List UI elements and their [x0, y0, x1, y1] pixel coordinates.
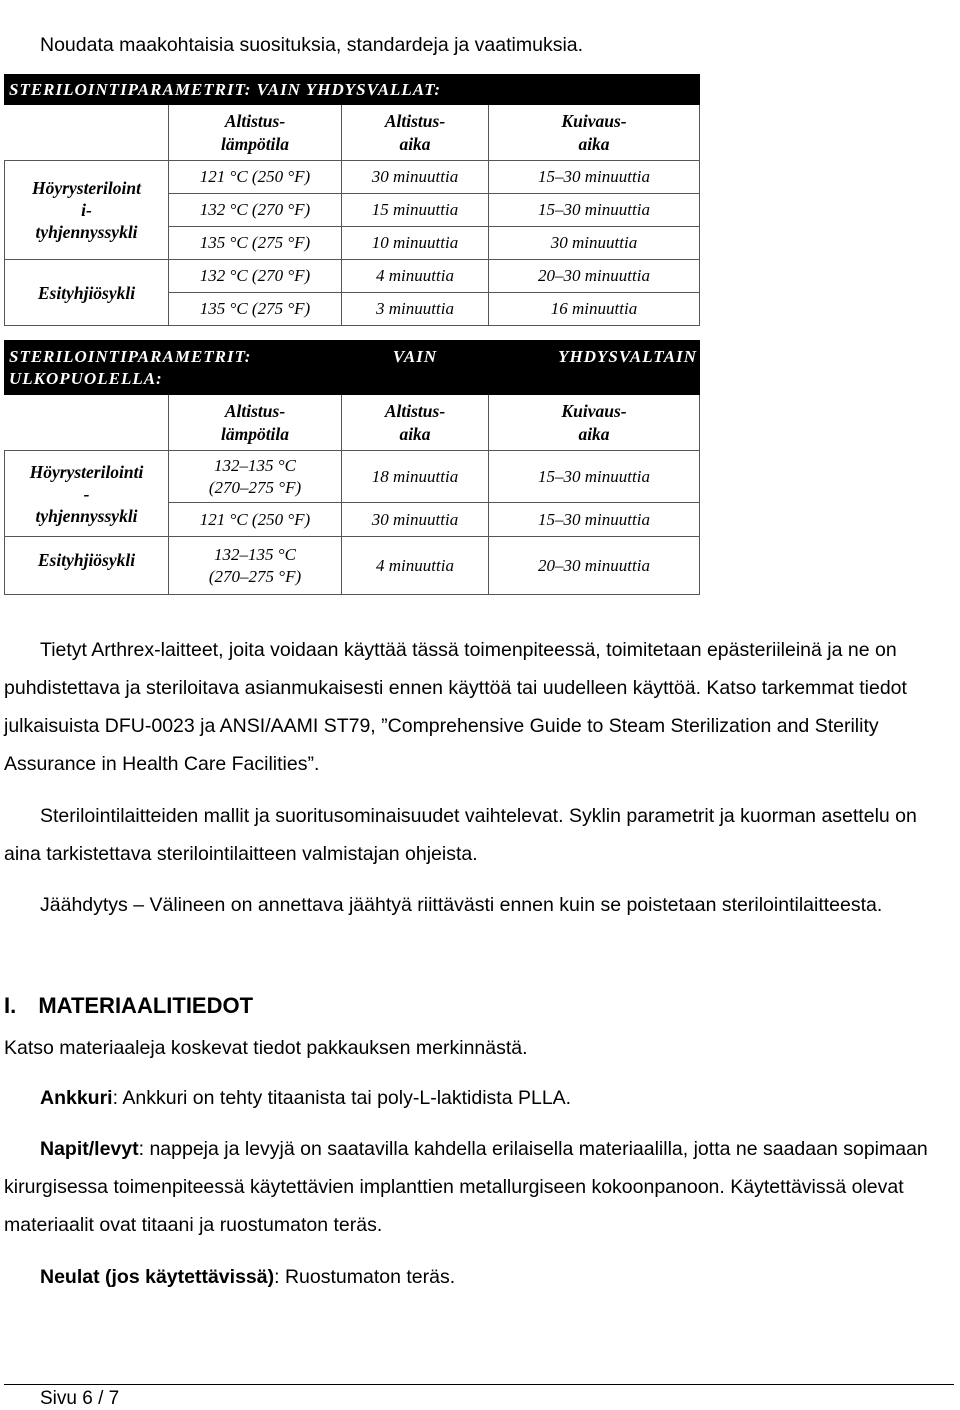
table-cell: 132–135 °C (270–275 °F) — [169, 537, 342, 595]
table-cell: 4 minuuttia — [342, 537, 489, 595]
anchor-text: : Ankkuri on tehty titaanista tai poly-L-laktidista PLLA. — [112, 1087, 572, 1109]
header-exposure-time: Altistus- aika — [342, 395, 489, 451]
table-banner-left: STERILOINTIPARAMETRIT: ULKOPUOLELLA: — [5, 341, 342, 395]
paragraph-sterilizer-models: Sterilointilaitteiden mallit ja suoritusominaisuudet vaihtelevat. Syklin parametrit ja kuorman asettelu on aina tarkistettava sterilointilaitteen valmistajan ohjeista. — [4, 805, 917, 865]
row-label-gravity-cycle: Höyrysterilointi - tyhjennyssykli — [5, 451, 169, 537]
paragraph-material-info: Katso materiaaleja koskevat tiedot pakkauksen merkinnästä. — [4, 1037, 528, 1059]
table-banner-right: YHDYSVALTAIN — [489, 341, 700, 395]
buttons-text: : nappeja ja levyjä on saatavilla kahdella erilaisella materiaalilla, jotta ne saadaan sopimaan kirurgisessa toimenpiteessä käytettävien implanttien metallurgiseen kokoonpanoon. Käytettävissä olevat materiaalit ovat titaani ja ruostumaton teräs. — [4, 1138, 928, 1236]
paragraph-buttons-plates — [4, 1130, 952, 1244]
table-cell: 30 minuuttia — [342, 503, 489, 537]
section-title: MATERIAALITIEDOT — [38, 993, 254, 1018]
row-label-gravity-cycle: Höyrysteriloint i- tyhjennyssykli — [5, 161, 169, 260]
table-cell: 30 minuuttia — [489, 227, 700, 260]
sterilization-table-us — [4, 74, 700, 326]
paragraph-cooling: Jäähdytys – Välineen on annettava jäähtyä riittävästi ennen kuin se poistetaan sterilointilaitteesta. — [40, 894, 883, 916]
table-cell: 132 °C (270 °F) — [169, 260, 342, 293]
table-cell: 15–30 minuuttia — [489, 194, 700, 227]
table-cell: 15–30 minuuttia — [489, 451, 700, 503]
paragraph-needles — [4, 1258, 952, 1296]
table-cell: 121 °C (250 °F) — [169, 161, 342, 194]
section-number: I. — [4, 993, 17, 1018]
header-exposure-time: Altistus- aika — [342, 105, 489, 161]
table-banner: STERILOINTIPARAMETRIT: VAIN YHDYSVALLAT: — [5, 75, 700, 105]
table-cell: 121 °C (250 °F) — [169, 503, 342, 537]
header-exposure-temp: Altistus- lämpötila — [169, 105, 342, 161]
paragraph-non-sterile-devices: Tietyt Arthrex-laitteet, joita voidaan käyttää tässä toimenpiteessä, toimitetaan epästeriileinä ja ne on puhdistettava ja steriloitava asianmukaisesti ennen käyttöä tai uudelleen käyttöä. Katso tarkemmat tiedot julkaisuista DFU-0023 ja ANSI/AAMI ST79, ”Comprehensive Guide to Steam Sterilization and Sterility Assurance in Health Care Facilities”. — [4, 639, 907, 775]
table-cell: 3 minuuttia — [342, 293, 489, 326]
table-cell: 15–30 minuuttia — [489, 503, 700, 537]
header-drying-time: Kuivaus- aika — [489, 105, 700, 161]
footer-divider — [4, 1384, 954, 1385]
table-cell: 30 minuuttia — [342, 161, 489, 194]
header-drying-time: Kuivaus- aika — [489, 395, 700, 451]
header-exposure-temp: Altistus- lämpötila — [169, 395, 342, 451]
table-cell: 18 minuuttia — [342, 451, 489, 503]
table-cell: 15 minuuttia — [342, 194, 489, 227]
table-cell: 16 minuuttia — [489, 293, 700, 326]
table-cell: 132–135 °C (270–275 °F) — [169, 451, 342, 503]
table-cell: 15–30 minuuttia — [489, 161, 700, 194]
table-cell: 135 °C (275 °F) — [169, 227, 342, 260]
table-cell: 20–30 minuuttia — [489, 260, 700, 293]
sterilization-table-intl — [4, 340, 700, 595]
table-cell: 4 minuuttia — [342, 260, 489, 293]
row-label-prevacuum-cycle: Esityhjiösykli — [5, 537, 169, 595]
table-cell: 10 minuuttia — [342, 227, 489, 260]
needles-text: : Ruostumaton teräs. — [274, 1266, 456, 1288]
row-label-prevacuum-cycle: Esityhjiösykli — [5, 260, 169, 326]
needles-label: Neulat (jos käytettävissä) — [40, 1266, 275, 1288]
anchor-label: Ankkuri — [40, 1087, 113, 1109]
section-heading — [4, 993, 253, 1019]
paragraph-anchor — [4, 1079, 952, 1117]
page-number: Sivu 6 / 7 — [40, 1388, 120, 1409]
buttons-label: Napit/levyt — [40, 1138, 139, 1160]
table-cell: 132 °C (270 °F) — [169, 194, 342, 227]
table-cell: 135 °C (275 °F) — [169, 293, 342, 326]
intro-text: Noudata maakohtaisia suosituksia, standardeja ja vaatimuksia. — [40, 34, 584, 56]
table-cell: 20–30 minuuttia — [489, 537, 700, 595]
table-banner-mid: VAIN — [342, 341, 489, 395]
